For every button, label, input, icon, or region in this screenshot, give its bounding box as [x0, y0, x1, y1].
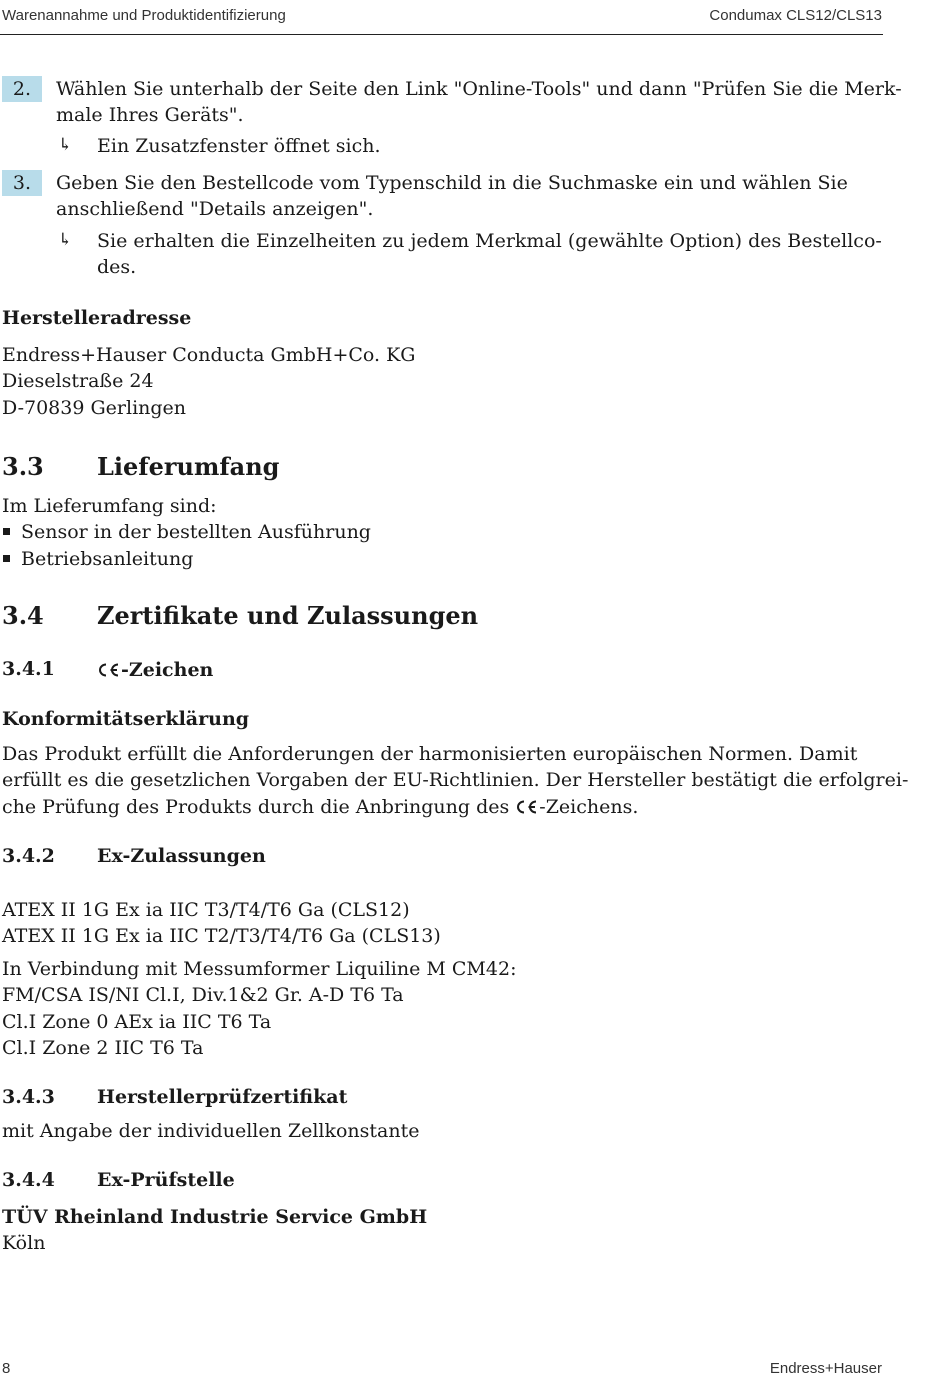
- atex-approval: ATEX II 1G Ex ia IIC T3/T4/T6 Ga (CLS12): [2, 899, 410, 921]
- step-3-text: Geben Sie den Bestellcode vom Typenschild in die Suchmaske ein und wählen Sie: [56, 172, 848, 194]
- cm42-approval: Cl.I Zone 2 IIC T6 Ta: [2, 1037, 204, 1059]
- subsection-title-ex-body: Ex-Prüfstelle: [97, 1169, 235, 1191]
- subsection-number: 3.4.1: [2, 658, 55, 680]
- cm42-approval: FM/CSA IS/NI Cl.I, Div.1&2 Gr. A-D T6 Ta: [2, 984, 404, 1006]
- manufacturer-line: Endress+Hauser Conducta GmbH+Co. KG: [2, 344, 416, 366]
- subsection-title-ce-text: -Zeichen: [121, 659, 214, 681]
- conformity-text: Das Produkt erfüllt die Anforderungen der harmonisierten europäischen Normen. Damit: [2, 743, 858, 765]
- step-2-result: Ein Zusatzfenster öffnet sich.: [97, 135, 381, 157]
- manufacturer-heading: Herstelleradresse: [2, 307, 192, 329]
- atex-approval: ATEX II 1G Ex ia IIC T2/T3/T4/T6 Ga (CLS13): [2, 925, 441, 947]
- ce-mark-icon: [97, 663, 121, 677]
- conformity-text-part: -Zeichens.: [539, 796, 639, 818]
- ex-body-name: TÜV Rheinland Industrie Service GmbH: [2, 1206, 428, 1228]
- subsection-number: 3.4.2: [2, 845, 55, 867]
- step-2-text-cont: male Ihres Geräts".: [56, 104, 244, 126]
- result-arrow-icon: ↳: [58, 230, 73, 250]
- delivery-intro: Im Lieferumfang sind:: [2, 495, 217, 517]
- ce-mark-icon: [515, 800, 539, 814]
- subsection-title-test-cert: Herstellerprüfzertifikat: [97, 1086, 348, 1108]
- subsection-number: 3.4.4: [2, 1169, 55, 1191]
- bullet-icon: [3, 528, 10, 535]
- conformity-text-part: che Prüfung des Produkts durch die Anbringung des: [2, 796, 516, 818]
- cm42-approval: Cl.I Zone 0 AEx ia IIC T6 Ta: [2, 1011, 272, 1033]
- footer-brand: Endress+Hauser: [769, 1360, 882, 1377]
- manufacturer-line: Dieselstraße 24: [2, 370, 154, 392]
- cm42-approval: In Verbindung mit Messumformer Liquiline M CM42:: [2, 958, 517, 980]
- step-3-result-cont: des.: [97, 256, 137, 278]
- running-header-chapter: Warenannahme und Produktidentifizierung: [2, 7, 286, 24]
- section-title-delivery: Lieferumfang: [97, 452, 280, 481]
- delivery-item: Betriebsanleitung: [21, 548, 194, 570]
- manufacturer-line: D-70839 Gerlingen: [2, 397, 187, 419]
- header-rule: [0, 34, 883, 35]
- running-header-product: Condumax CLS12/CLS13: [709, 7, 882, 24]
- bullet-icon: [3, 555, 10, 562]
- step-2-text: Wählen Sie unterhalb der Seite den Link "Online-Tools" und dann "Prüfen Sie die Merk-: [56, 78, 902, 100]
- step-3-result: Sie erhalten die Einzelheiten zu jedem Merkmal (gewählte Option) des Bestellco-: [97, 230, 882, 252]
- test-cert-text: mit Angabe der individuellen Zellkonstante: [2, 1120, 420, 1142]
- subsection-title-ex: Ex-Zulassungen: [97, 845, 266, 867]
- section-number: 3.4: [2, 601, 44, 630]
- page-number: 8: [2, 1360, 11, 1377]
- conformity-text: [2, 794, 638, 820]
- subsection-number: 3.4.3: [2, 1086, 55, 1108]
- conformity-text: erfüllt es die gesetzlichen Vorgaben der EU-Richtlinien. Der Hersteller bestätigt die erfolgrei-: [2, 769, 909, 791]
- section-number: 3.3: [2, 452, 44, 481]
- step-number-3: 3.: [2, 170, 42, 196]
- ex-body-city: Köln: [2, 1232, 46, 1254]
- step-3-text-cont: anschließend "Details anzeigen".: [56, 198, 374, 220]
- result-arrow-icon: ↳: [58, 135, 73, 155]
- subsection-title-ce: [97, 657, 213, 683]
- section-title-certificates: Zertifikate und Zulassungen: [97, 601, 479, 630]
- delivery-item: Sensor in der bestellten Ausführung: [21, 521, 371, 543]
- conformity-heading: Konformitätserklärung: [2, 708, 250, 730]
- step-number-2: 2.: [2, 76, 42, 102]
